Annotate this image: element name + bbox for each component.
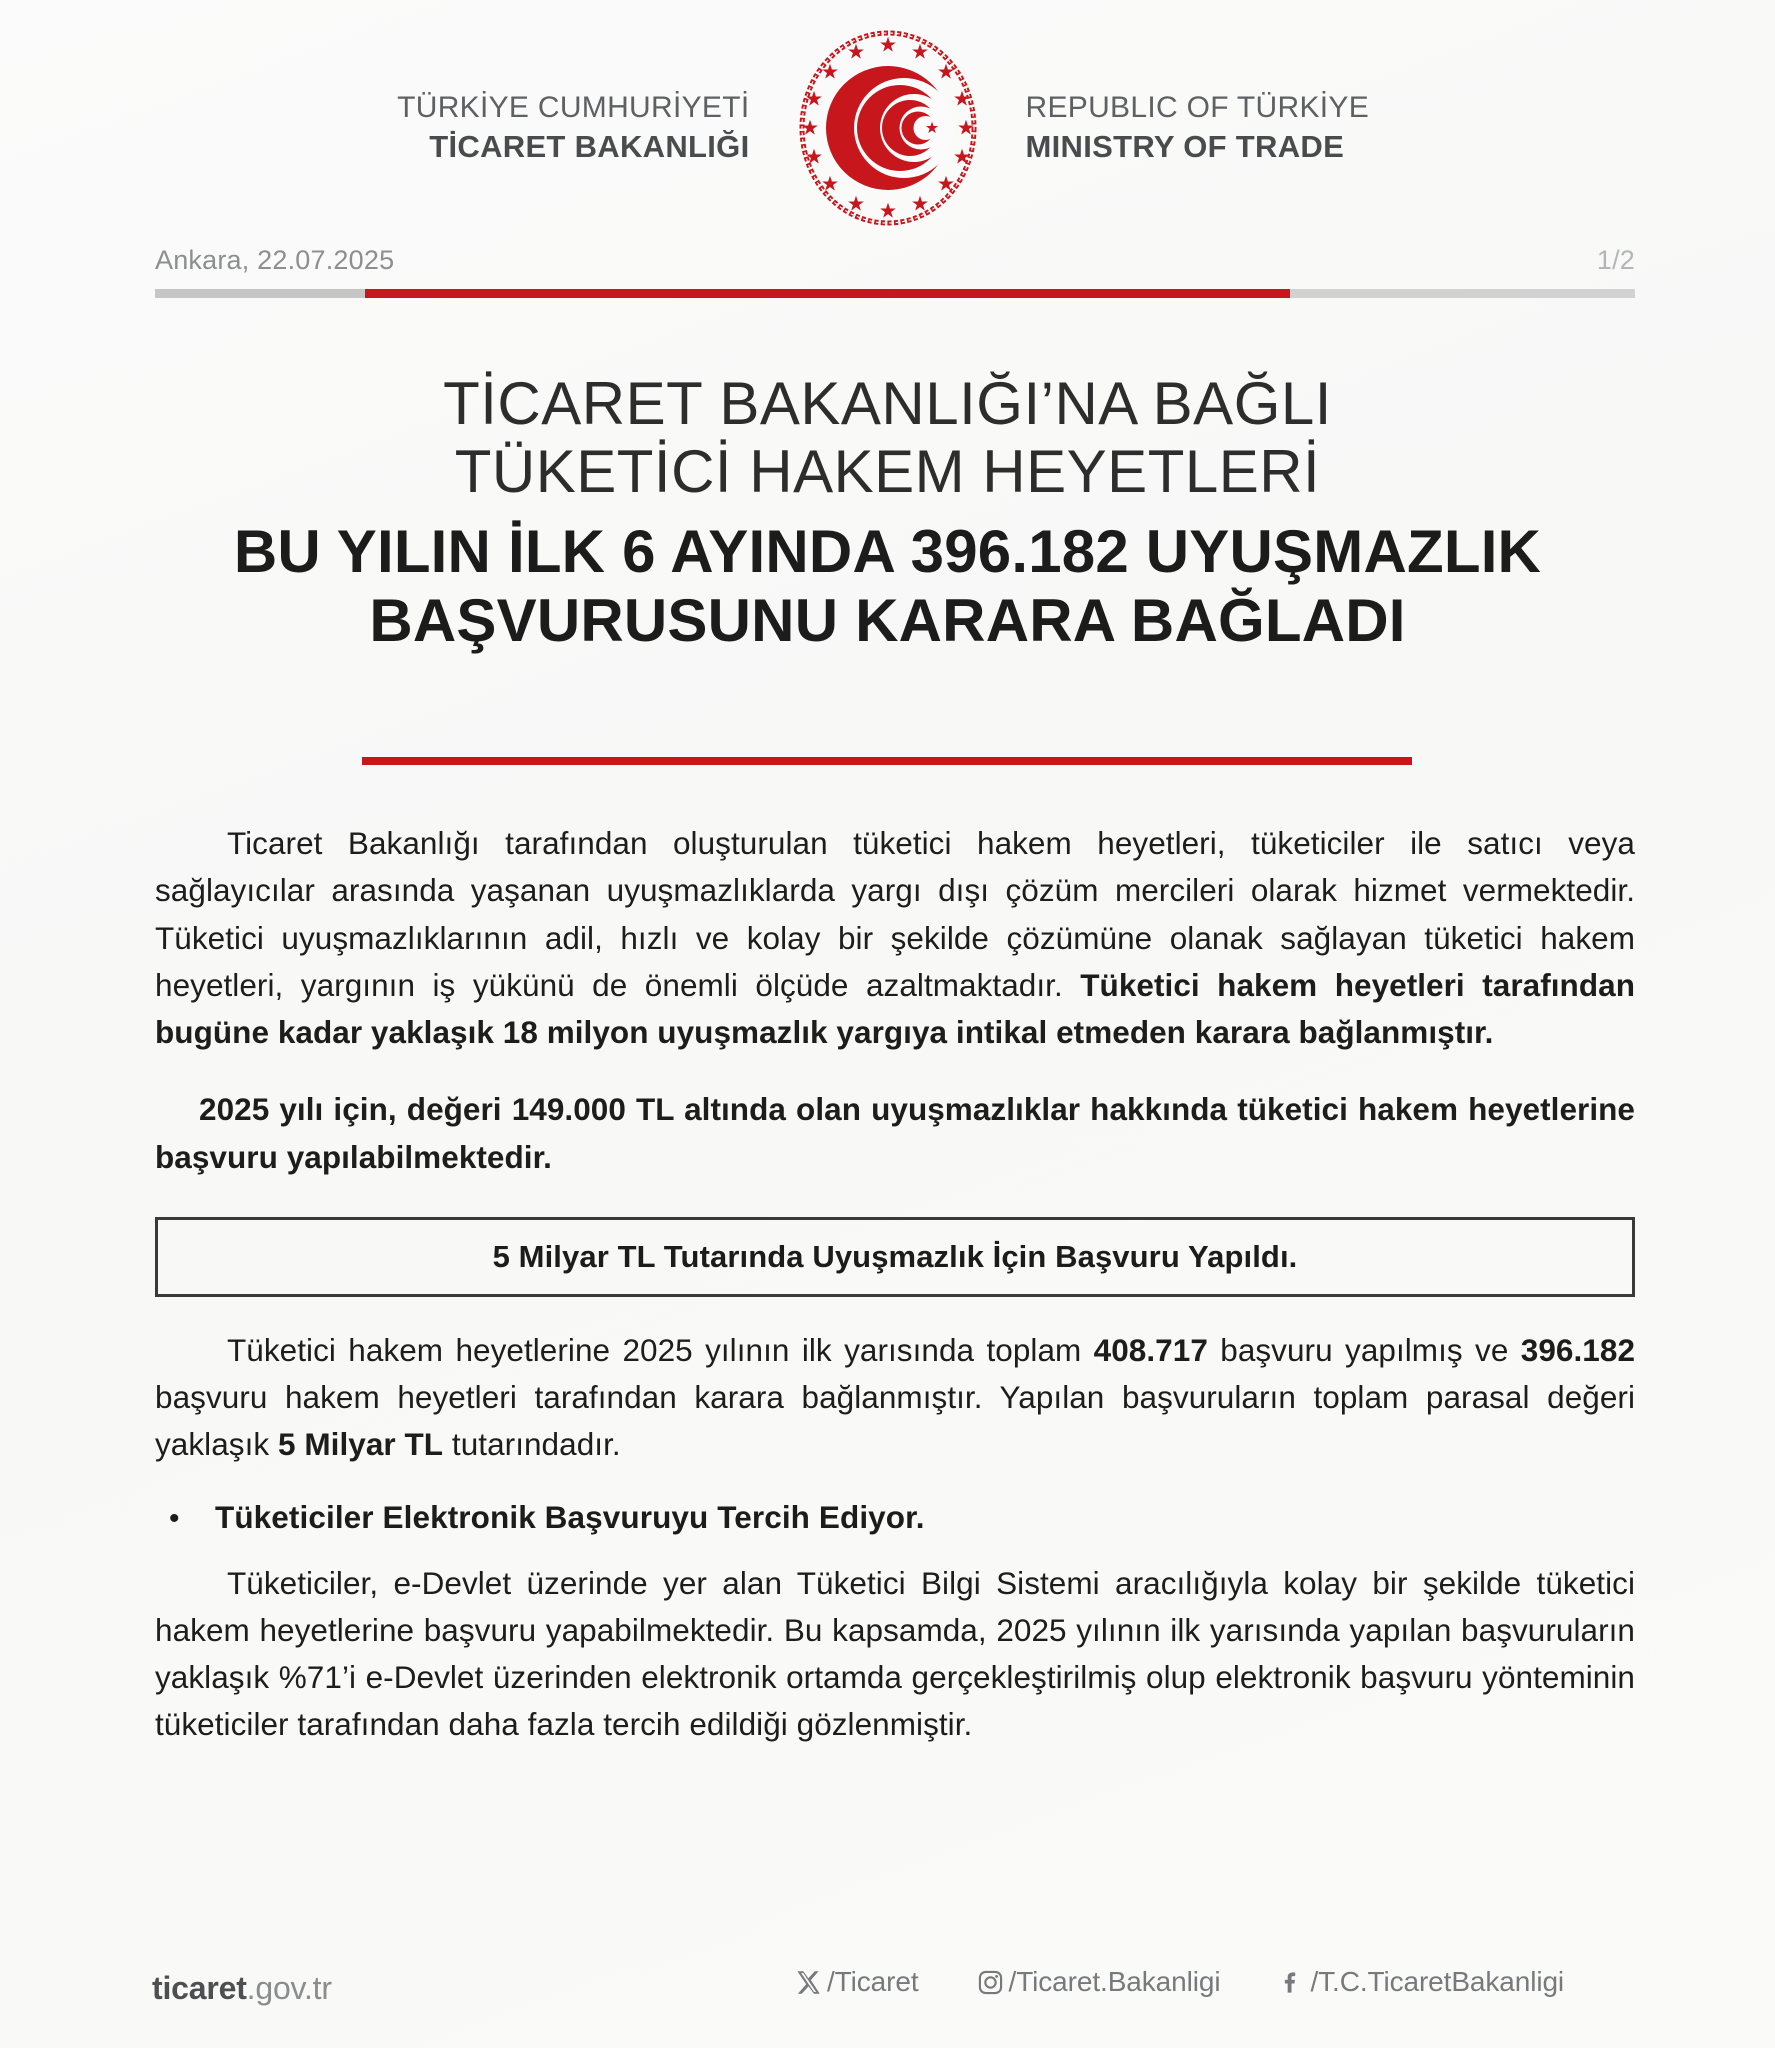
ministry-name-english <box>988 89 1548 167</box>
title-underline-rule <box>362 757 1412 765</box>
stat-applications-resolved: 396.182 <box>1520 1331 1636 1368</box>
title-line-2: TÜKETİCİ HAKEM HEYETLERİ <box>454 438 1321 506</box>
x-handle: /Ticaret <box>827 1966 919 1997</box>
title-line-1: TİCARET BAKANLIĞI’NA BAĞLI <box>443 370 1332 437</box>
place-and-date: Ankara, 22.07.2025 <box>155 245 395 275</box>
callout-box <box>155 1217 1635 1297</box>
title-line-3: BU YILIN İLK 6 AYINDA 396.182 UYUŞMAZLIK <box>233 517 1542 585</box>
social-link-facebook[interactable] <box>1278 1966 1564 1998</box>
stat-plain-3: başvuru hakem heyetleri tarafından karara bağlanmıştır. Yapılan başvuruların toplam parasal değeri yaklaşık <box>155 1379 1635 1463</box>
paragraph-intro-plain: Ticaret Bakanlığı tarafından oluşturulan tüketici hakem heyetleri, tüketiciler ile satıcı veya sağlayıcılar arasında yaşanan uyuşmazlıklarda yargı dışı çözüm mercileri olarak hizmet vermektedir. Tüketici uyuşmazlıklarının adil, hızlı ve kolay bir şekilde çözümüne olanak sağlayan tüketici hakem heyetleri, yargının iş yükünü de önemli ölçüde azaltmaktadır. <box>155 825 1635 1003</box>
header-divider <box>155 289 1635 298</box>
divider-segment-gray-left <box>155 289 365 298</box>
instagram-handle: /Ticaret.Bakanligi <box>1008 1966 1221 1997</box>
republic-label-english: REPUBLIC OF TÜRKİYE <box>1025 90 1370 124</box>
body-content <box>155 820 1635 1749</box>
facebook-handle: /T.C.TicaretBakanligi <box>1310 1966 1565 1997</box>
site-logo[interactable] <box>152 1970 332 2007</box>
paragraph-edevlet: Tüketiciler, e-Devlet üzerinde yer alan Tüketici Bilgi Sistemi aracılığıyla kolay bir şekilde tüketici hakem heyetlerine başvuru yapabilmektedir. Bu kapsamda, 2025 yılının ilk yarısında yapılan başvuruların yaklaşık %71’i e-Devlet üzerinden elektronik ortamda gerçekleştirilmiş olup elektronik başvuru yönteminin tüketiciler tarafından daha fazla tercih edildiği gözlenmiştir. <box>155 1564 1635 1743</box>
instagram-icon <box>977 1969 1004 1996</box>
stat-applications-total: 408.717 <box>1093 1331 1208 1368</box>
bullet-marker-icon: • <box>169 1501 180 1535</box>
turkish-state-emblem-icon <box>788 28 988 228</box>
page-indicator: 1/2 <box>1596 245 1635 275</box>
stat-total-value: 5 Milyar TL <box>278 1426 444 1463</box>
paragraph-threshold: 2025 yılı için, değeri 149.000 TL altında olan uyuşmazlıklar hakkında tüketici hakem heyetlerine başvuru yapılabilmektedir. <box>155 1091 1635 1175</box>
social-link-instagram[interactable] <box>977 1966 1221 1998</box>
divider-segment-red <box>365 289 1290 298</box>
stat-plain-4: tutarındadır. <box>443 1426 621 1463</box>
paragraph-intro <box>155 820 1635 1056</box>
bullet-item-electronic <box>155 1499 1635 1536</box>
title-line-4: BAŞVURUSUNU KARARA BAĞLADI <box>369 587 1406 655</box>
footer <box>0 1938 1775 2048</box>
ministry-label-turkish: TİCARET BAKANLIĞI <box>429 129 750 165</box>
divider-segment-gray-right <box>1290 289 1635 298</box>
republic-label-turkish: TÜRKİYE CUMHURİYETİ <box>397 90 750 124</box>
site-logo-suffix: .gov.tr <box>246 1970 332 2006</box>
ministry-name-turkish <box>228 89 788 167</box>
ministry-label-english: MINISTRY OF TRADE <box>1025 129 1345 165</box>
stat-plain-2: başvuru yapılmış ve <box>1207 1331 1521 1368</box>
bullet-label: Tüketiciler Elektronik Başvuruyu Tercih Ediyor. <box>215 1498 925 1535</box>
stat-plain-1: Tüketici hakem heyetlerine 2025 yılının ilk yarısında toplam <box>227 1331 1094 1368</box>
paragraph-intro-bold: Tüketici hakem heyetleri tarafından bugüne kadar yaklaşık 18 milyon uyuşmazlık yargıya intikal etmeden karara bağlanmıştır. <box>155 966 1635 1050</box>
x-twitter-icon <box>795 1969 822 1996</box>
callout-text: 5 Milyar TL Tutarında Uyuşmazlık İçin Başvuru Yapıldı. <box>492 1238 1298 1274</box>
facebook-icon <box>1278 1969 1305 1996</box>
masthead <box>0 28 1775 228</box>
social-link-x[interactable] <box>795 1966 919 1998</box>
paragraph-statistics <box>155 1327 1635 1469</box>
site-logo-bold: ticaret <box>152 1970 247 2006</box>
page-title <box>120 370 1655 656</box>
date-bar <box>155 245 1635 305</box>
social-links <box>795 1966 1564 1998</box>
